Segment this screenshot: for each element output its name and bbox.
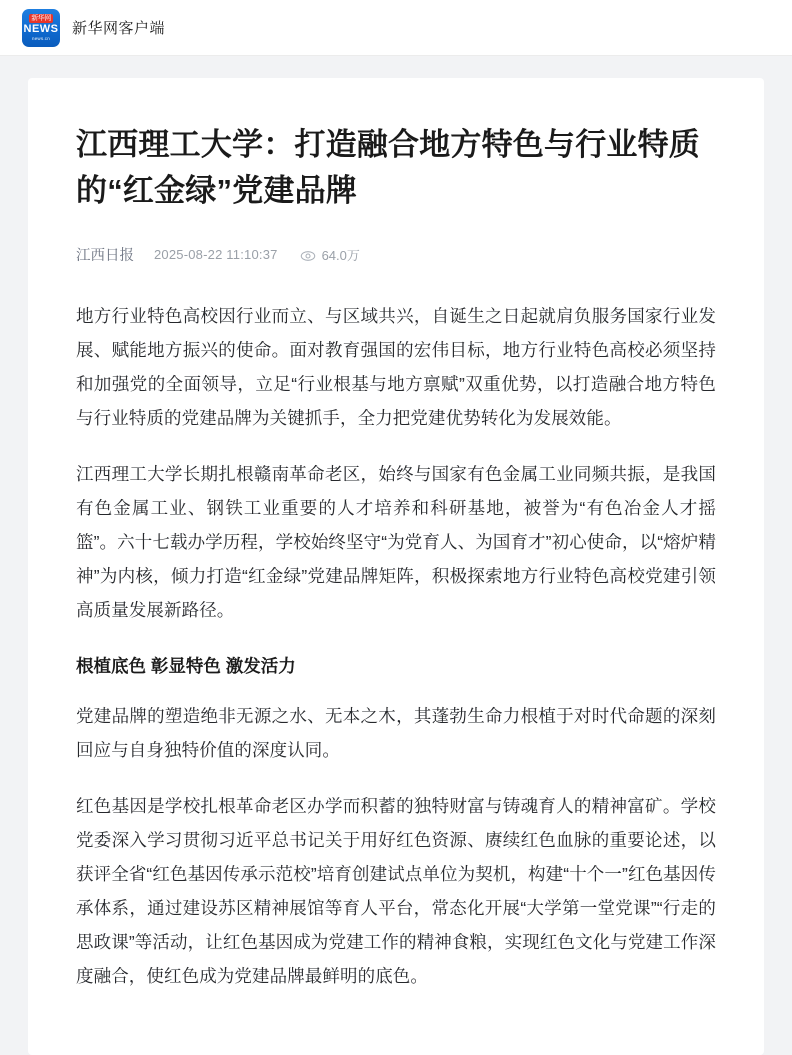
article-body [76, 299, 716, 993]
logo-domain-text: news.cn [32, 35, 50, 41]
eye-icon [300, 248, 316, 264]
article-meta [76, 244, 716, 265]
article-source[interactable]: 江西日报 [76, 248, 134, 264]
article-paragraph: 江西理工大学长期扎根赣南革命老区，始终与国家有色金属工业同频共振，是我国有色金属工业、钢铁工业重要的人才培养和科研基地，被誉为“有色冶金人才摇篮”。六十七载办学历程，学校始终坚守“为党育人、为国育才”初心使命，以“熔炉精神”为内核，倾力打造“红金绿”党建品牌矩阵，积极探索地方行业特色高校党建引领高质量发展新路径。 [76, 464, 716, 620]
article-views [300, 245, 360, 264]
brand-title: 新华网客户端 [72, 20, 166, 37]
page-content [0, 56, 792, 1055]
article-views-count: 64.0万 [321, 248, 360, 263]
logo-news-text: NEWS [23, 22, 59, 35]
logo-cn-mark: 新华网 [31, 14, 51, 22]
article-card [28, 78, 764, 1055]
article-paragraph: 红色基因是学校扎根革命老区办学而积蓄的独特财富与铸魂育人的精神富矿。学校党委深入学习贯彻习近平总书记关于用好红色资源、赓续红色血脉的重要论述，以获评全省“红色基因传承示范校”培育创建试点单位为契机，构建“十个一”红色基因传承体系，通过建设苏区精神展馆等育人平台，常态化开展“大学第一堂党课”“行走的思政课”等活动，让红色基因成为党建工作的精神食粮，实现红色文化与党建工作深度融合，使红色成为党建品牌最鲜明的底色。 [76, 796, 716, 986]
article-paragraph: 党建品牌的塑造绝非无源之水、无本之木，其蓬勃生命力根植于对时代命题的深刻回应与自身独特价值的深度认同。 [76, 706, 716, 760]
xinhua-logo[interactable] [22, 9, 60, 47]
article-timestamp: 2025-08-22 11:10:37 [154, 247, 278, 262]
app-header [0, 0, 792, 56]
article-subheading: 根植底色 彰显特色 激发活力 [76, 656, 296, 676]
article-paragraph: 地方行业特色高校因行业而立、与区域共兴，自诞生之日起就肩负服务国家行业发展、赋能地方振兴的使命。面对教育强国的宏伟目标，地方行业特色高校必须坚持和加强党的全面领导，立足“行业根基与地方禀赋”双重优势，以打造融合地方特色与行业特质的党建品牌为关键抓手，全力把党建优势转化为发展效能。 [76, 306, 716, 428]
article-headline: 江西理工大学：打造融合地方特色与行业特质的“红金绿”党建品牌 [76, 127, 700, 208]
